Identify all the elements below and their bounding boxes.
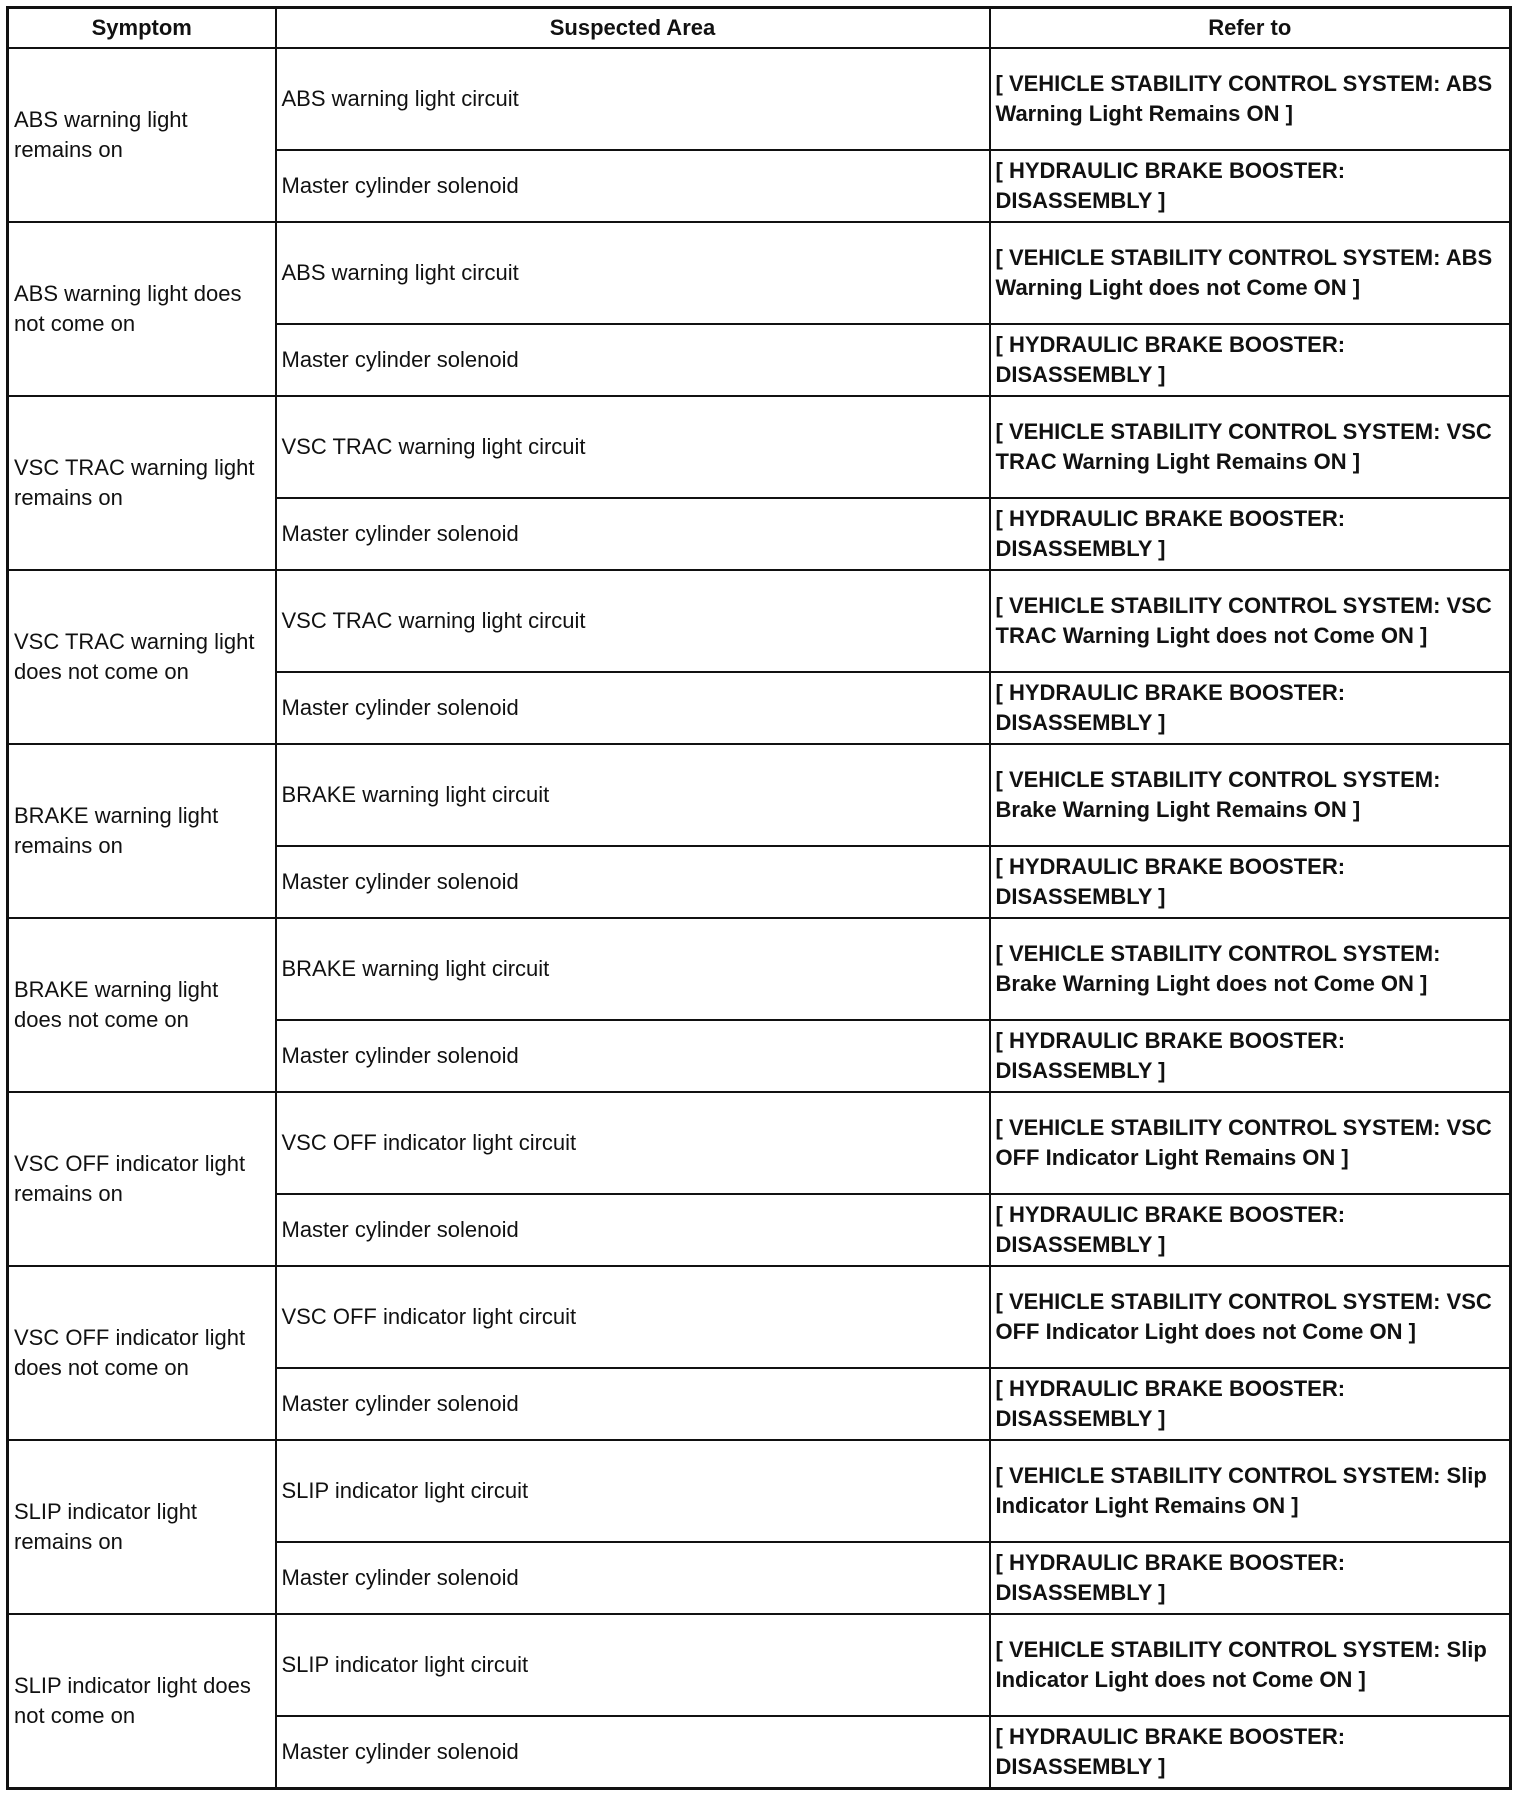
table-row [8, 570, 1511, 672]
table-row [8, 1614, 1511, 1716]
table-row [8, 918, 1511, 1020]
suspected-area-cell: ABS warning light circuit [276, 48, 990, 150]
suspected-area-cell: ABS warning light circuit [276, 222, 990, 324]
suspected-area-cell: Master cylinder solenoid [276, 1368, 990, 1440]
table-row [8, 222, 1511, 324]
suspected-area-cell: Master cylinder solenoid [276, 672, 990, 744]
suspected-area-cell: Master cylinder solenoid [276, 150, 990, 222]
refer-to-link[interactable]: [ VEHICLE STABILITY CONTROL SYSTEM: VSC OFF Indicator Light does not Come ON ] [990, 1266, 1511, 1368]
refer-to-link[interactable]: [ VEHICLE STABILITY CONTROL SYSTEM: ABS Warning Light does not Come ON ] [990, 222, 1511, 324]
suspected-area-cell: Master cylinder solenoid [276, 498, 990, 570]
refer-to-link[interactable]: [ VEHICLE STABILITY CONTROL SYSTEM: Brake Warning Light Remains ON ] [990, 744, 1511, 846]
table-row [8, 396, 1511, 498]
header-suspected-area: Suspected Area [276, 8, 990, 49]
table-row [8, 1440, 1511, 1542]
suspected-area-cell: Master cylinder solenoid [276, 1020, 990, 1092]
suspected-area-cell: VSC TRAC warning light circuit [276, 396, 990, 498]
symptom-cell: VSC TRAC warning light remains on [8, 396, 276, 570]
suspected-area-cell: VSC OFF indicator light circuit [276, 1266, 990, 1368]
table-row [8, 1092, 1511, 1194]
refer-to-link[interactable]: [ VEHICLE STABILITY CONTROL SYSTEM: Slip Indicator Light Remains ON ] [990, 1440, 1511, 1542]
refer-to-link[interactable]: [ VEHICLE STABILITY CONTROL SYSTEM: Slip Indicator Light does not Come ON ] [990, 1614, 1511, 1716]
suspected-area-cell: BRAKE warning light circuit [276, 744, 990, 846]
header-symptom: Symptom [8, 8, 276, 49]
table-row [8, 48, 1511, 150]
suspected-area-cell: Master cylinder solenoid [276, 1716, 990, 1789]
symptom-cell: SLIP indicator light does not come on [8, 1614, 276, 1789]
suspected-area-cell: SLIP indicator light circuit [276, 1614, 990, 1716]
symptom-cell: VSC TRAC warning light does not come on [8, 570, 276, 744]
refer-to-link[interactable]: [ HYDRAULIC BRAKE BOOSTER: DISASSEMBLY ] [990, 1716, 1511, 1789]
refer-to-link[interactable]: [ VEHICLE STABILITY CONTROL SYSTEM: VSC OFF Indicator Light Remains ON ] [990, 1092, 1511, 1194]
symptom-cell: ABS warning light does not come on [8, 222, 276, 396]
header-row [8, 8, 1511, 49]
suspected-area-cell: Master cylinder solenoid [276, 1194, 990, 1266]
symptom-cell: ABS warning light remains on [8, 48, 276, 222]
suspected-area-cell: SLIP indicator light circuit [276, 1440, 990, 1542]
suspected-area-cell: Master cylinder solenoid [276, 324, 990, 396]
refer-to-link[interactable]: [ HYDRAULIC BRAKE BOOSTER: DISASSEMBLY ] [990, 324, 1511, 396]
refer-to-link[interactable]: [ HYDRAULIC BRAKE BOOSTER: DISASSEMBLY ] [990, 1368, 1511, 1440]
refer-to-link[interactable]: [ HYDRAULIC BRAKE BOOSTER: DISASSEMBLY ] [990, 846, 1511, 918]
refer-to-link[interactable]: [ HYDRAULIC BRAKE BOOSTER: DISASSEMBLY ] [990, 1194, 1511, 1266]
refer-to-link[interactable]: [ HYDRAULIC BRAKE BOOSTER: DISASSEMBLY ] [990, 150, 1511, 222]
symptom-cell: VSC OFF indicator light does not come on [8, 1266, 276, 1440]
refer-to-link[interactable]: [ HYDRAULIC BRAKE BOOSTER: DISASSEMBLY ] [990, 1020, 1511, 1092]
refer-to-link[interactable]: [ HYDRAULIC BRAKE BOOSTER: DISASSEMBLY ] [990, 1542, 1511, 1614]
suspected-area-cell: BRAKE warning light circuit [276, 918, 990, 1020]
refer-to-link[interactable]: [ HYDRAULIC BRAKE BOOSTER: DISASSEMBLY ] [990, 672, 1511, 744]
suspected-area-cell: VSC OFF indicator light circuit [276, 1092, 990, 1194]
symptom-cell: VSC OFF indicator light remains on [8, 1092, 276, 1266]
refer-to-link[interactable]: [ VEHICLE STABILITY CONTROL SYSTEM: ABS Warning Light Remains ON ] [990, 48, 1511, 150]
suspected-area-cell: Master cylinder solenoid [276, 1542, 990, 1614]
table-body [8, 48, 1511, 1789]
symptom-cell: BRAKE warning light does not come on [8, 918, 276, 1092]
symptom-table [6, 6, 1512, 1790]
table-row [8, 744, 1511, 846]
table-row [8, 1266, 1511, 1368]
symptom-cell: SLIP indicator light remains on [8, 1440, 276, 1614]
refer-to-link[interactable]: [ VEHICLE STABILITY CONTROL SYSTEM: Brake Warning Light does not Come ON ] [990, 918, 1511, 1020]
refer-to-link[interactable]: [ VEHICLE STABILITY CONTROL SYSTEM: VSC TRAC Warning Light Remains ON ] [990, 396, 1511, 498]
refer-to-link[interactable]: [ VEHICLE STABILITY CONTROL SYSTEM: VSC TRAC Warning Light does not Come ON ] [990, 570, 1511, 672]
suspected-area-cell: Master cylinder solenoid [276, 846, 990, 918]
header-refer-to: Refer to [990, 8, 1511, 49]
symptom-cell: BRAKE warning light remains on [8, 744, 276, 918]
suspected-area-cell: VSC TRAC warning light circuit [276, 570, 990, 672]
refer-to-link[interactable]: [ HYDRAULIC BRAKE BOOSTER: DISASSEMBLY ] [990, 498, 1511, 570]
